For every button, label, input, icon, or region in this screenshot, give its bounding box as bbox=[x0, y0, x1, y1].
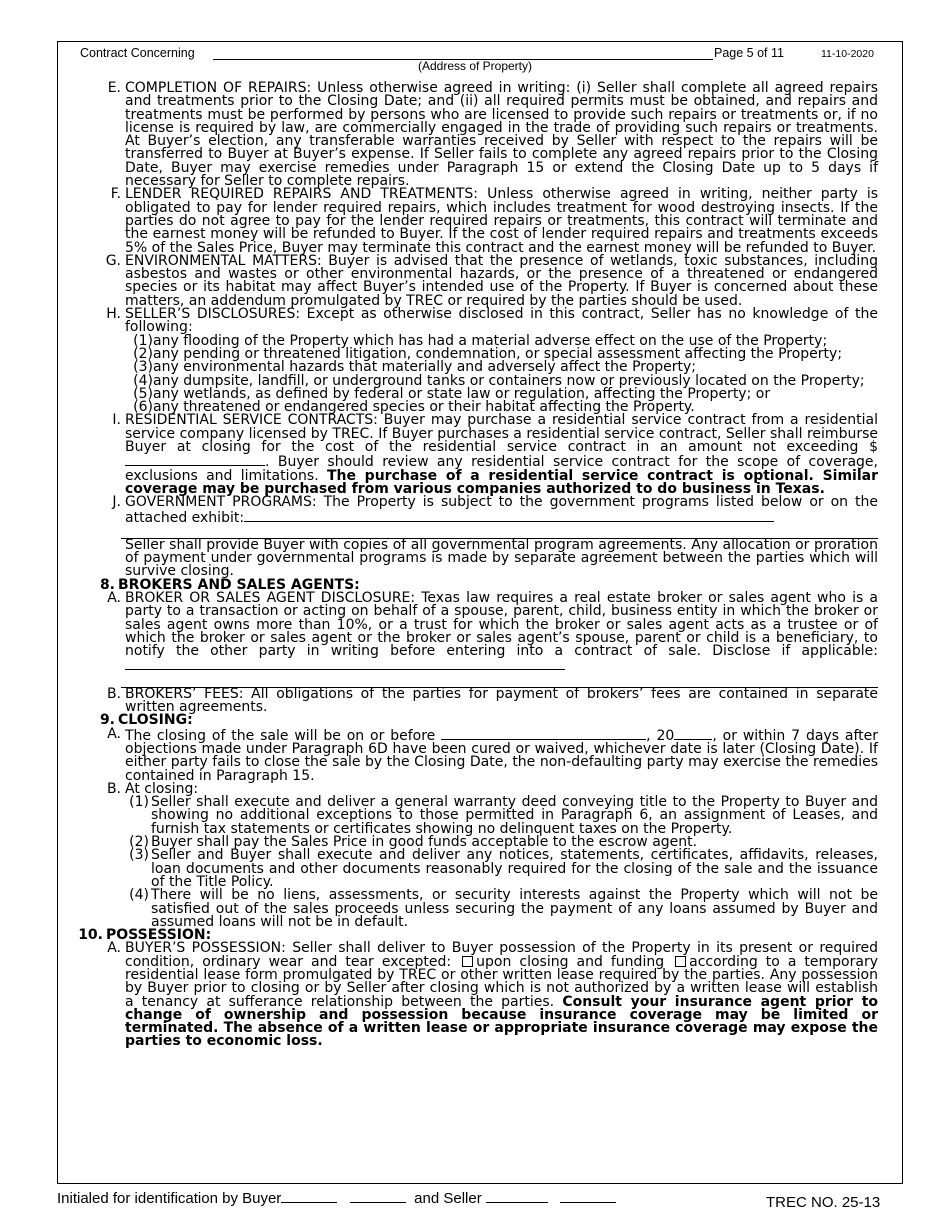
buyer-initials-1[interactable] bbox=[281, 1188, 337, 1203]
contract-body bbox=[63, 82, 878, 1049]
list-item: (1) Seller shall execute and deliver a general warranty deed conveying title to the Property to Buyer and showing no additional exceptions to those permitted in Paragraph 6, an assignment of Leases, and furnish tax statements or certificates showing no delinquent taxes on the Property. bbox=[129, 794, 878, 837]
paragraph-i: I. RESIDENTIAL SERVICE CONTRACTS: Buyer may purchase a residential service contract from a residential service company licensed by TREC. If Buyer purchases a residential service contract, Seller shall reimburse Buyer at closing for the cost of the residential service contract in an amount not exceeding $. Buyer should review any residential service contract for the scope of coverage, exclusions and limitations. The purchase of a residential service contract is optional. Similar coverage may be purchased from various companies authorized to do business in Texas. bbox=[112, 412, 878, 497]
list-item: (3) any environmental hazards that materially and adversely affect the Property; bbox=[133, 359, 697, 376]
closing-year-field[interactable] bbox=[674, 728, 712, 740]
list-item: (4) any dumpsite, landfill, or underground tanks or containers now or previously located on the Property; bbox=[133, 372, 865, 389]
paragraph-f: F. LENDER REQUIRED REPAIRS AND TREATMENTS: Unless otherwise agreed in writing, neither party is obligated to pay for lender required repairs, which includes treatment for wood destroying insects. If the parties do not agree to pay for the lender required repairs or treatments, this contract will terminate and the earnest money will be refunded to Buyer. If the cost of lender required repairs and treatments exceeds 5% of the Sales Price, Buyer may terminate this contract and the earnest money will be refunded to Buyer. bbox=[110, 186, 878, 256]
paragraph-8b: B. BROKERS’ FEES: All obligations of the parties for payment of brokers’ fees are contained in separate written agreements. bbox=[106, 685, 878, 716]
disclosure-field[interactable] bbox=[125, 658, 565, 670]
page-number: Page 5 of 11 bbox=[714, 46, 784, 60]
paragraph-9a: A. The closing of the sale will be on or before , 20 , or within 7 days after objections made under Paragraph 6D have been cured or waived, whichever date is later (Closing Date). If either party fails to close the sale by the Closing Date, the non-defaulting party may exercise the remedies contained in Paragraph 15. bbox=[107, 725, 878, 784]
paragraph-9b: B. At closing: bbox=[106, 780, 199, 797]
list-item: (3) Seller and Buyer shall execute and deliver any notices, statements, certificates, affidavits, releases, loan documents and other documents reasonably required for the closing of the sale and the issuance of the Title Policy. bbox=[129, 847, 878, 890]
upon-closing-checkbox[interactable] bbox=[462, 956, 473, 967]
paragraph-j: J. GOVERNMENT PROGRAMS: The Property is subject to the government programs listed below or on the attached exhibit: bbox=[112, 494, 878, 526]
address-caption: (Address of Property) bbox=[417, 59, 533, 73]
closing-date-field[interactable] bbox=[441, 728, 646, 740]
seller-initials-2[interactable] bbox=[560, 1188, 616, 1203]
section-10-heading: 10. POSSESSION: bbox=[78, 927, 212, 944]
paragraph-g: G. ENVIRONMENTAL MATTERS: Buyer is advised that the presence of wetlands, toxic substances, including asbestos and wastes or other environmental hazards, or the presence of a threatened or endangered species or its habitat may affect Buyer’s intended use of the Property. If Buyer is concerned about these matters, an addendum promulgated by TREC or required by the parties should be used. bbox=[105, 252, 878, 309]
section-8-heading: 8. BROKERS AND SALES AGENTS: bbox=[99, 576, 360, 593]
form-date: 11-10-2020 bbox=[821, 48, 874, 60]
paragraph-j-cont: Seller shall provide Buyer with copies of all governmental program agreements. Any allocation or proration of payment under governmental programs is made by separate agreement between the parties which will survive closing. bbox=[125, 536, 878, 580]
government-programs-field[interactable] bbox=[244, 510, 774, 522]
list-item: (2) any pending or threatened litigation, condemnation, or special assessment affecting the Property; bbox=[133, 345, 843, 362]
list-item: (2) Buyer shall pay the Sales Price in good funds acceptable to the escrow agent. bbox=[129, 834, 698, 851]
buyer-initials-2[interactable] bbox=[350, 1188, 406, 1203]
footer-initials: Initialed for identification by Buyer and Seller bbox=[57, 1188, 616, 1207]
section-9-heading: 9. CLOSING: bbox=[99, 712, 193, 729]
service-contract-amount-field[interactable] bbox=[125, 454, 265, 466]
paragraph-e: E. COMPLETION OF REPAIRS: Unless otherwise agreed in writing: (i) Seller shall complete all agreed repairs and treatments prior to the Closing Date; and (ii) all required permits must be obtained, and repairs and treatments must be performed by persons who are licensed to provide such repairs or treatments or, if no license is required by law, are commercially engaged in the trade of providing such repairs or treatments. At Buyer’s election, any transferable warranties received by Seller with respect to the repairs will be transferred to Buyer at Buyer’s expense. If Seller fails to complete any agreed repairs prior to the Closing Date, Buyer may exercise remedies under Paragraph 15 or extend the Closing Date up to 5 days if necessary for Seller to complete repairs. bbox=[107, 80, 878, 190]
paragraph-10a: A. BUYER’S POSSESSION: Seller shall deliver to Buyer possession of the Property in its present or required condition, ordinary wear and tear excepted: upon closing and funding according to a temporary residential lease form promulgated by TREC or other written lease required by the parties. Any possession by Buyer prior to closing or by Seller after closing which is not authorized by a written lease will establish a tenancy at sufferance relationship between the parties. Consult your insurance agent prior to change of ownership and possession because insurance coverage may be limited or terminated. The absence of a written lease or appropriate insurance coverage may expose the parties to economic loss. bbox=[107, 940, 879, 1050]
form-number: TREC NO. 25-13 bbox=[766, 1194, 881, 1211]
list-item: (6) any threatened or endangered species or their habitat affecting the Property. bbox=[133, 399, 695, 416]
list-item: (1) any flooding of the Property which has had a material adverse effect on the use of the Property; bbox=[133, 332, 828, 349]
temporary-lease-checkbox[interactable] bbox=[675, 956, 686, 967]
list-item: (5) any wetlands, as defined by federal or state law or regulation, affecting the Property; or bbox=[133, 385, 771, 402]
paragraph-8a: A. BROKER OR SALES AGENT DISCLOSURE: Texas law requires a real estate broker or sales agent who is a party to a transaction or acting on behalf of a spouse, parent, child, business entity in which the broker or sales agent owns more than 10%, or a trust for which the broker or sales agent acts as a trustee or of which the broker or sales agent or the broker or sales agent’s spouse, parent or child is a beneficiary, to notify the other party in writing before entering into a contract of sale. Disclose if applicable: bbox=[63, 592, 878, 674]
seller-initials-1[interactable] bbox=[486, 1188, 548, 1203]
list-item: (4) There will be no liens, assessments, or security interests against the Property which will not be satisfied out of the sales proceeds unless securing the payment of any loans assumed by Buyer and assumed loans will not be in default. bbox=[129, 887, 878, 930]
contract-concerning-label: Contract Concerning bbox=[80, 46, 195, 60]
paragraph-h: H. SELLER’S DISCLOSURES: Except as otherwise disclosed in this contract, Seller has no knowledge of the following: bbox=[106, 306, 878, 336]
